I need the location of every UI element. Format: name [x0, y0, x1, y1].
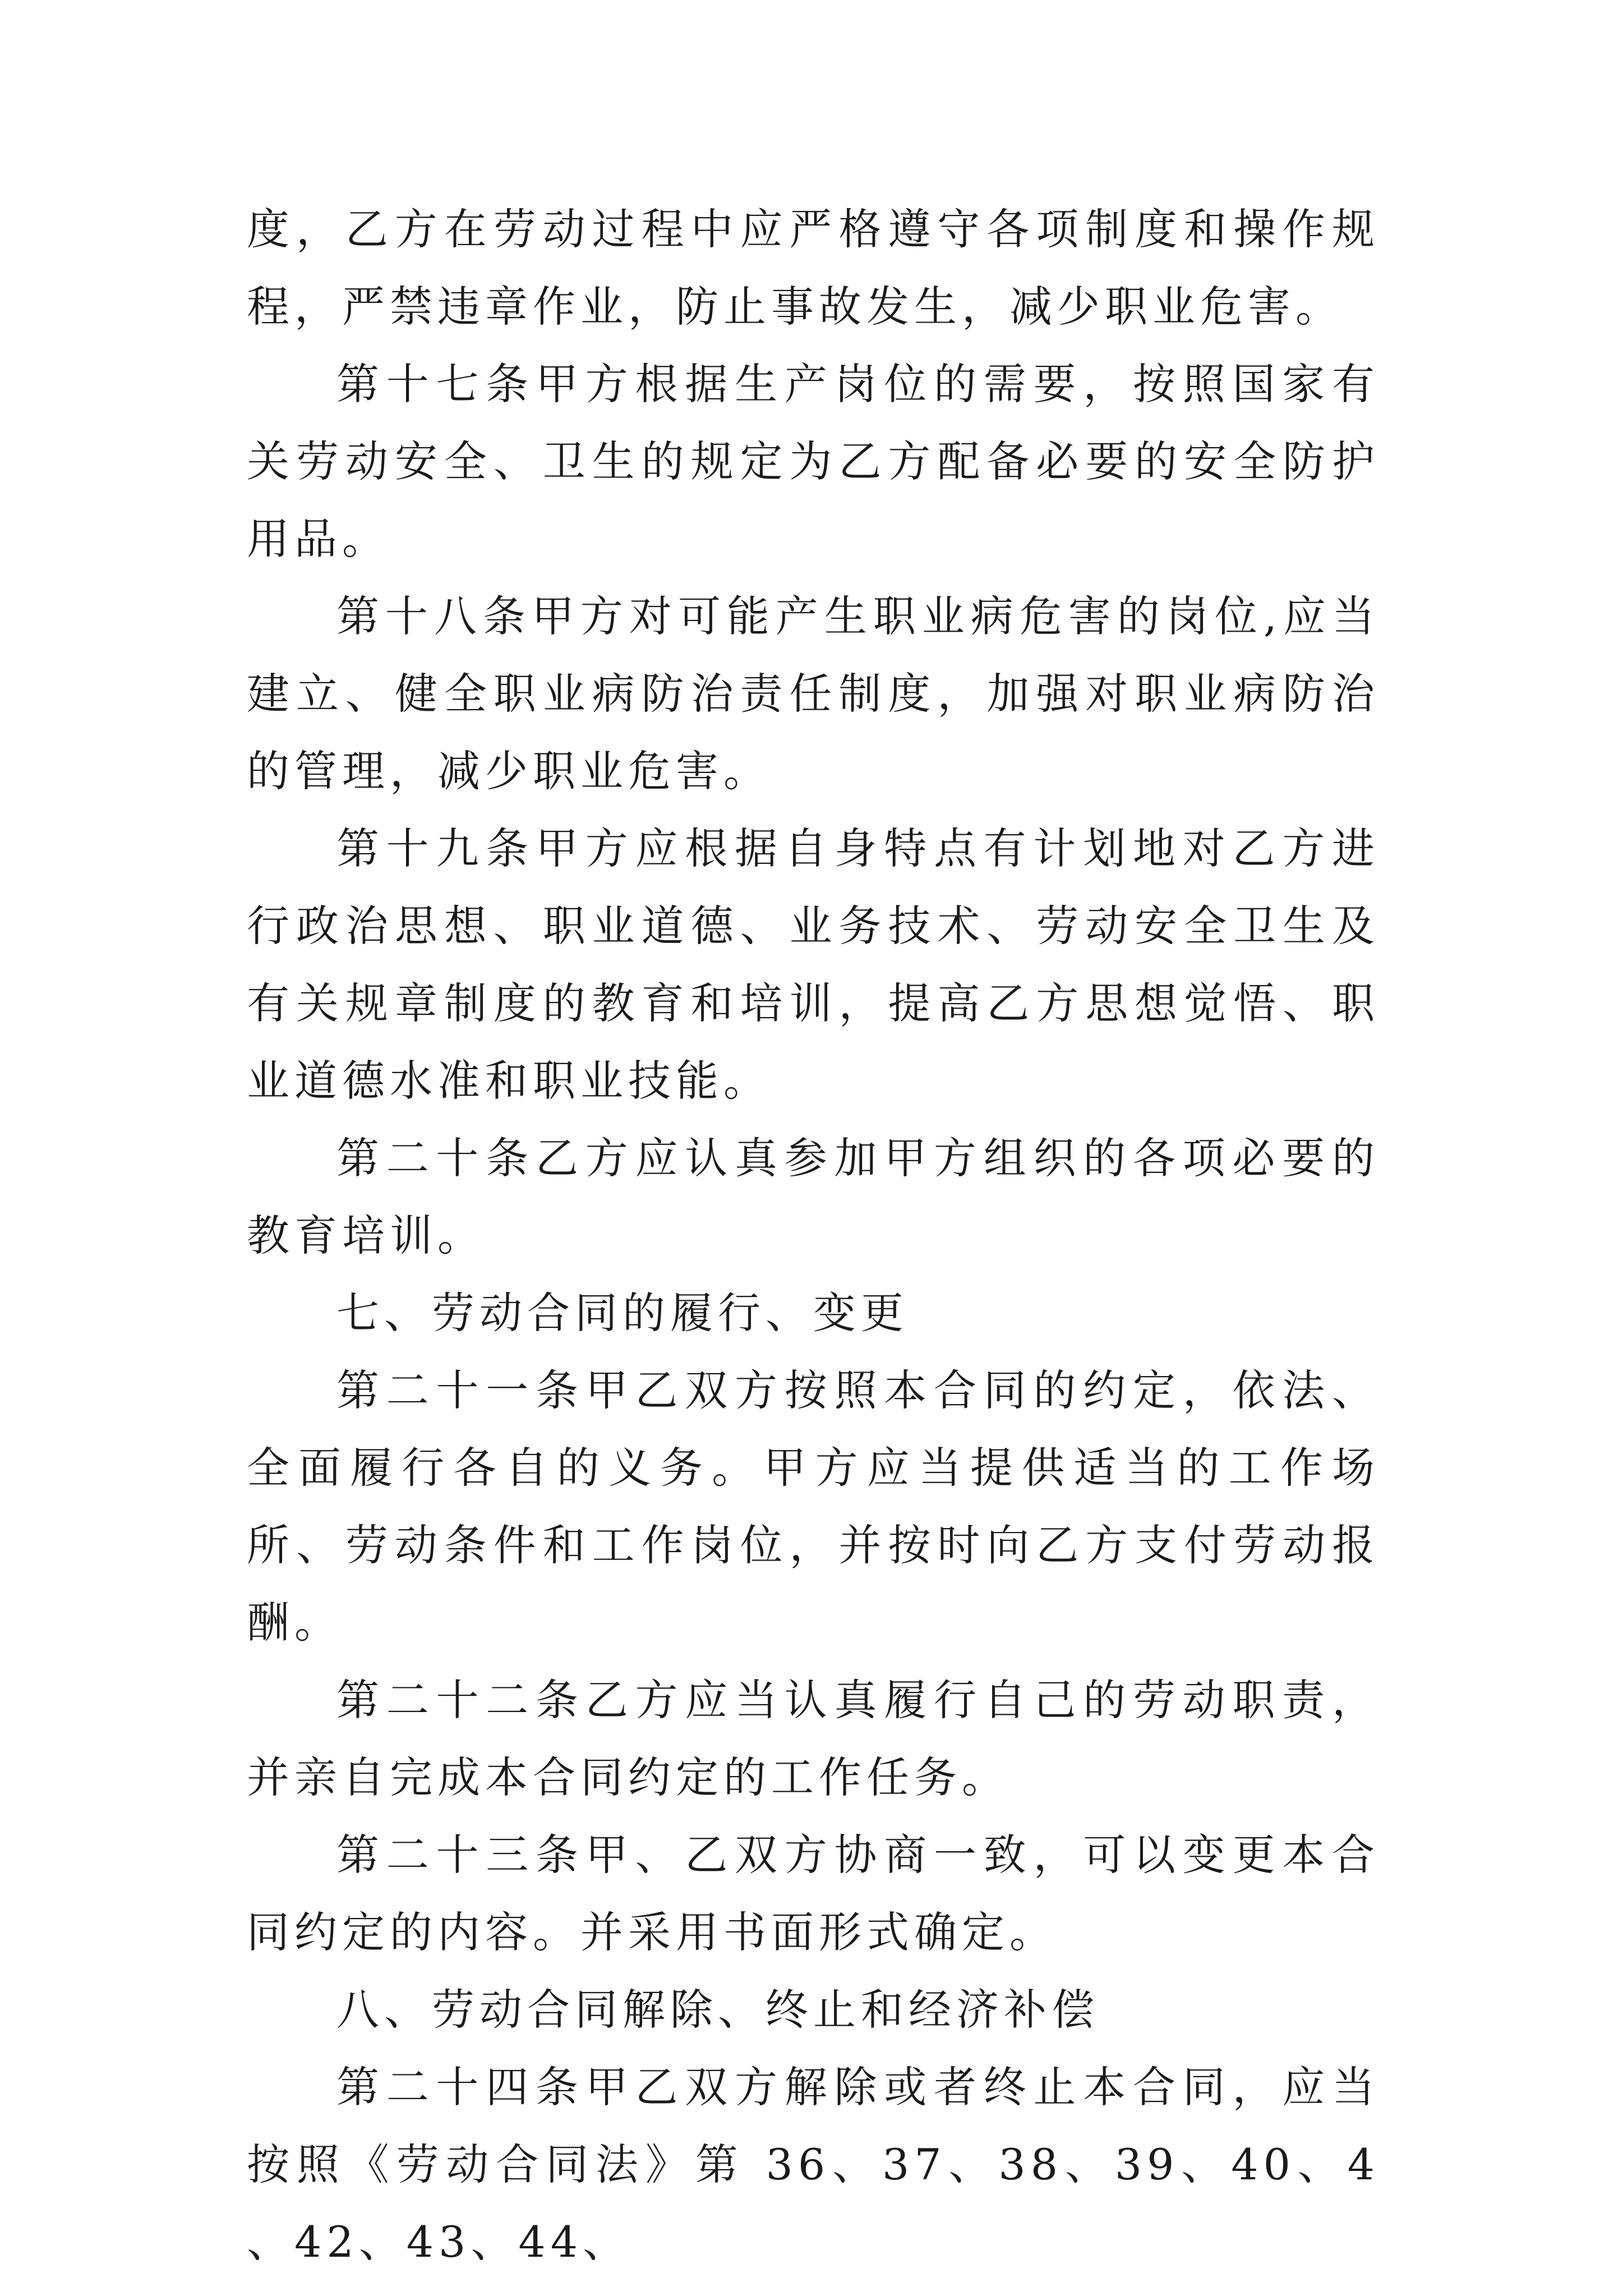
paragraph-article-22: 第二十二条乙方应当认真履行自己的劳动职责，并亲自完成本合同约定的工作任务。 [247, 1675, 1380, 1802]
paragraph-article-23: 第二十三条甲、乙双方协商一致，可以变更本合同约定的内容。并采用书面形式确定。 [247, 1830, 1380, 1957]
section-heading-7: 七、劳动合同的履行、变更 [336, 1288, 909, 1338]
paragraph-article-24: 第二十四条甲乙双方解除或者终止本合同，应当按照《劳动合同法》第 36、37、38、39、40、4 、42、43、44、 [247, 2062, 1380, 2267]
section-heading-8: 八、劳动合同解除、终止和经济补偿 [336, 1985, 1099, 2035]
paragraph-article-17: 第十七条甲方根据生产岗位的需要，按照国家有关劳动安全、卫生的规定为乙方配备必要的安全防护用品。 [247, 359, 1380, 564]
document-body [247, 191, 1380, 2281]
paragraph-article-21: 第二十一条甲乙双方按照本合同的约定，依法、全面履行各自的义务。甲方应当提供适当的工作场所、劳动条件和工作岗位，并按时向乙方支付劳动报酬。 [247, 1365, 1380, 1648]
paragraph-article-18: 第十八条甲方对可能产生职业病危害的岗位,应当建立、健全职业病防治责任制度，加强对职业病防治的管理，减少职业危害。 [247, 591, 1380, 796]
paragraph-continuation: 度，乙方在劳动过程中应严格遵守各项制度和操作规程，严禁违章作业，防止事故发生，减少职业危害。 [247, 204, 1380, 332]
paragraph-article-20: 第二十条乙方应认真参加甲方组织的各项必要的教育培训。 [247, 1133, 1380, 1260]
paragraph-article-19: 第十九条甲方应根据自身特点有计划地对乙方进行政治思想、职业道德、业务技术、劳动安全卫生及有关规章制度的教育和培训，提高乙方思想觉悟、职业道德水准和职业技能。 [247, 823, 1380, 1106]
